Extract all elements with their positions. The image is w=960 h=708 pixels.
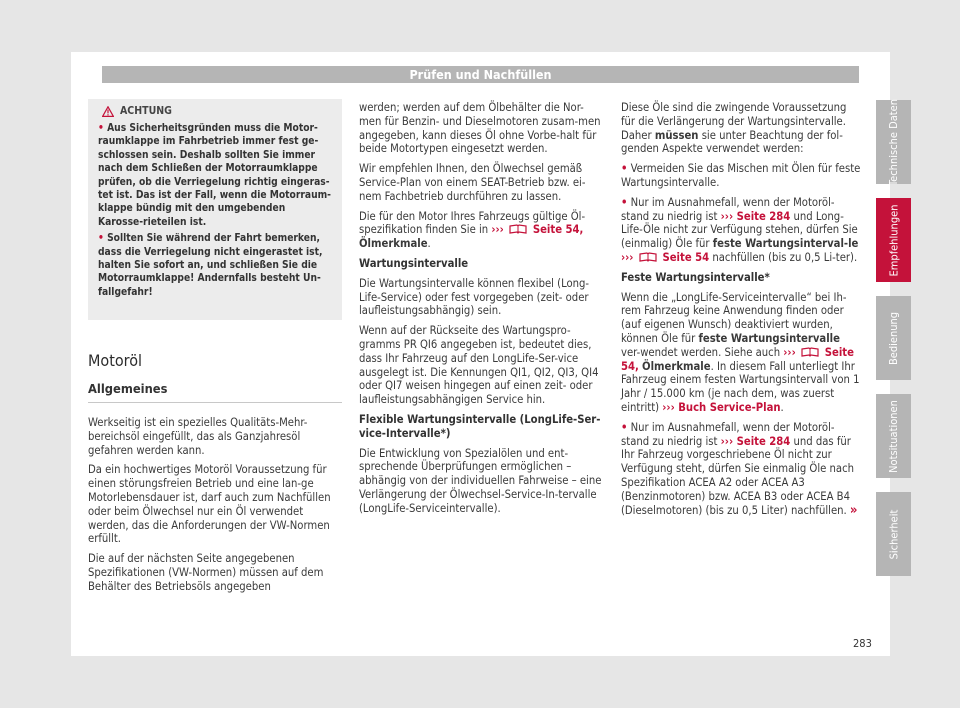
section-divider (88, 402, 342, 403)
warning-box (88, 99, 342, 320)
cross-reference-link[interactable]: ››› Seite 54 (621, 250, 710, 264)
warning-triangle-icon (102, 106, 114, 117)
warning-title (102, 105, 333, 117)
subheading: Wartungsintervalle (359, 256, 469, 270)
chapter-header: Prüfen und Nachfüllen (102, 66, 859, 83)
list-item: • Vermeiden Sie das Mischen mit Ölen für feste Wartungsintervalle. (621, 162, 861, 189)
continue-arrow-icon: » (849, 502, 858, 518)
paragraph: Die Wartungsintervalle können flexibel (Long-Life-Service) oder fest vorgegeben (zeit- oder laufleistungsabhängig) sein. (359, 276, 590, 318)
section-subtitle: Allgemeines (88, 382, 168, 397)
cross-reference-link[interactable]: ››› Buch Service-Plan (662, 400, 781, 414)
paragraph: Die auf der nächsten Seite angegebenen Spezifikationen (VW-Normen) müssen auf dem Behälter des Betriebsöls angegeben (88, 552, 324, 593)
paragraph: Diese Öle sind die zwingende Voraussetzung für die Verlängerung der Wartungsintervalle. Daher müssen sie unter Beachtung der fol-genden Aspekte verwendet werden: (621, 101, 847, 156)
paragraph: Die für den Motor Ihres Fahrzeugs gültige Öl-spezifikation finden Sie in ››› Seite 54, Ölmerkmale. (359, 209, 586, 251)
list-item: • Nur im Ausnahmefall, wenn der Motoröl-stand zu niedrig ist ››› Seite 284 und Long-Life-Öle nicht zur Verfügung stehen, dürfen Sie (einmalig) Öle für feste Wartungsinterval-le ››› Seite 54 nachfüllen (bis zu 0,5 Li-ter). (621, 195, 859, 264)
section-title: Motoröl (88, 351, 143, 370)
book-icon (639, 252, 657, 262)
text-column-2 (359, 101, 606, 522)
cross-reference-link[interactable]: ››› Seite 54, (621, 345, 854, 373)
subheading: Flexible Wartungsintervalle (LongLife-Ser-vice-Intervalle*) (359, 412, 601, 440)
paragraph: Die Entwicklung von Spezialölen und ent-sprechende Überprüfungen ermöglichen – abhängig von der individuellen Fahrweise – eine Verlängerung der Ölwechsel-Service-In-tervalle (LongLife-Serviceintervalle). (359, 446, 602, 515)
paragraph: Werkseitig ist ein spezielles Qualitäts-Mehr-bereichsöl eingefüllt, das als Ganzjahresöl gefahren werden kann. (88, 416, 308, 457)
text-column-1 (88, 416, 342, 600)
cross-reference-link[interactable]: ››› Seite 284 (720, 209, 791, 223)
cross-reference-link[interactable]: ››› Seite 284 (720, 434, 791, 448)
list-item: • Nur im Ausnahmefall, wenn der Motoröl-stand zu niedrig ist ››› Seite 284 und das für Ihr Fahrzeug vorgeschriebene Öl nicht zur Verfügung steht, dürfen Sie einmalig Öle nach Spezifikation ACEA A2 oder ACEA A3 (Benzinmotoren) bzw. ACEA B3 oder ACEA B4 (Dieselmotoren) (bis zu 0,5 Liter) nachfüllen. » (621, 420, 858, 518)
cross-reference-link[interactable]: ››› Seite 54, (491, 223, 584, 237)
warning-item: • Aus Sicherheitsgründen muss die Motor-raumklappe im Fahrbetrieb immer fest ge-schlossen sein. Deshalb sollten Sie immer nach dem Schließen der Motorraumklappe prüfen, ob die Verriegelung richtig eingeras-tet ist. Das ist der Fall, wenn die Motorraum-klappe bündig mit den umgebenden Karosse-rieteilen ist. (98, 123, 331, 228)
paragraph: Wenn auf der Rückseite des Wartungspro-gramms PR QI6 angegeben ist, bedeutet dies, dass Ihr Fahrzeug auf den LongLife-Ser-vice ausgelegt ist. Die Kennungen QI1, QI2, QI3, QI4 oder QI7 weisen hingegen auf einen zeit- oder laufleistungsabhängigen Service hin. (359, 324, 599, 407)
subheading: Feste Wartungsintervalle* (621, 270, 770, 284)
warning-title-text: ACHTUNG (120, 105, 172, 117)
page-number: 283 (853, 637, 872, 650)
tab-empfehlungen[interactable]: Empfehlungen (876, 198, 911, 282)
paragraph: Da ein hochwertiges Motoröl Voraussetzung für einen störungsfreien Betrieb und eine lan-ge Motorlebensdauer ist, darf auch zum Nachfüllen oder beim Ölwechsel nur ein Öl verwendet werden, das die Anforderungen der VW-Normen erfüllt. (88, 463, 331, 546)
tab-sicherheit[interactable]: Sicherheit (876, 492, 911, 576)
paragraph: Wenn die „LongLife-Serviceintervalle“ bei Ih-rem Fahrzeug keine Anwendung finden oder (auf eigenen Wunsch) deaktiviert wurden, können Öle für feste Wartungsintervalle ver-wendet werden. Siehe auch ››› Seite 54, Ölmerkmale. In diesem Fall unterliegt Ihr Fahrzeug einem festen Wartungsintervall von 1 Jahr / 15.000 km (je nach dem, was zuerst eintritt) ››› Buch Service-Plan. (621, 290, 860, 414)
text-column-3 (621, 101, 861, 523)
tab-bedienung[interactable]: Bedienung (876, 296, 911, 380)
paragraph: werden; werden auf dem Ölbehälter die Nor-men für Benzin- und Dieselmotoren zusam-men angegeben, kann dieses Öl ohne Vorbe-halt für beide Motortypen eingesetzt werden. (359, 101, 601, 156)
paragraph: Wir empfehlen Ihnen, den Ölwechsel gemäß Service-Plan von einem SEAT-Betrieb bzw. ei-nem Fachbetrieb durchführen zu lassen. (359, 162, 586, 203)
tab-notsituationen[interactable]: Notsituationen (876, 394, 911, 478)
warning-item: • Sollten Sie während der Fahrt bemerken, dass die Verriegelung nicht eingerastet ist, halten Sie sofort an, und schließen Sie die Motorraumklappe! Andernfalls besteht Un-fallgefahr! (98, 233, 323, 298)
book-icon (509, 224, 527, 234)
tab-technische-daten[interactable]: Technische Daten (876, 100, 911, 184)
book-icon (801, 347, 819, 357)
